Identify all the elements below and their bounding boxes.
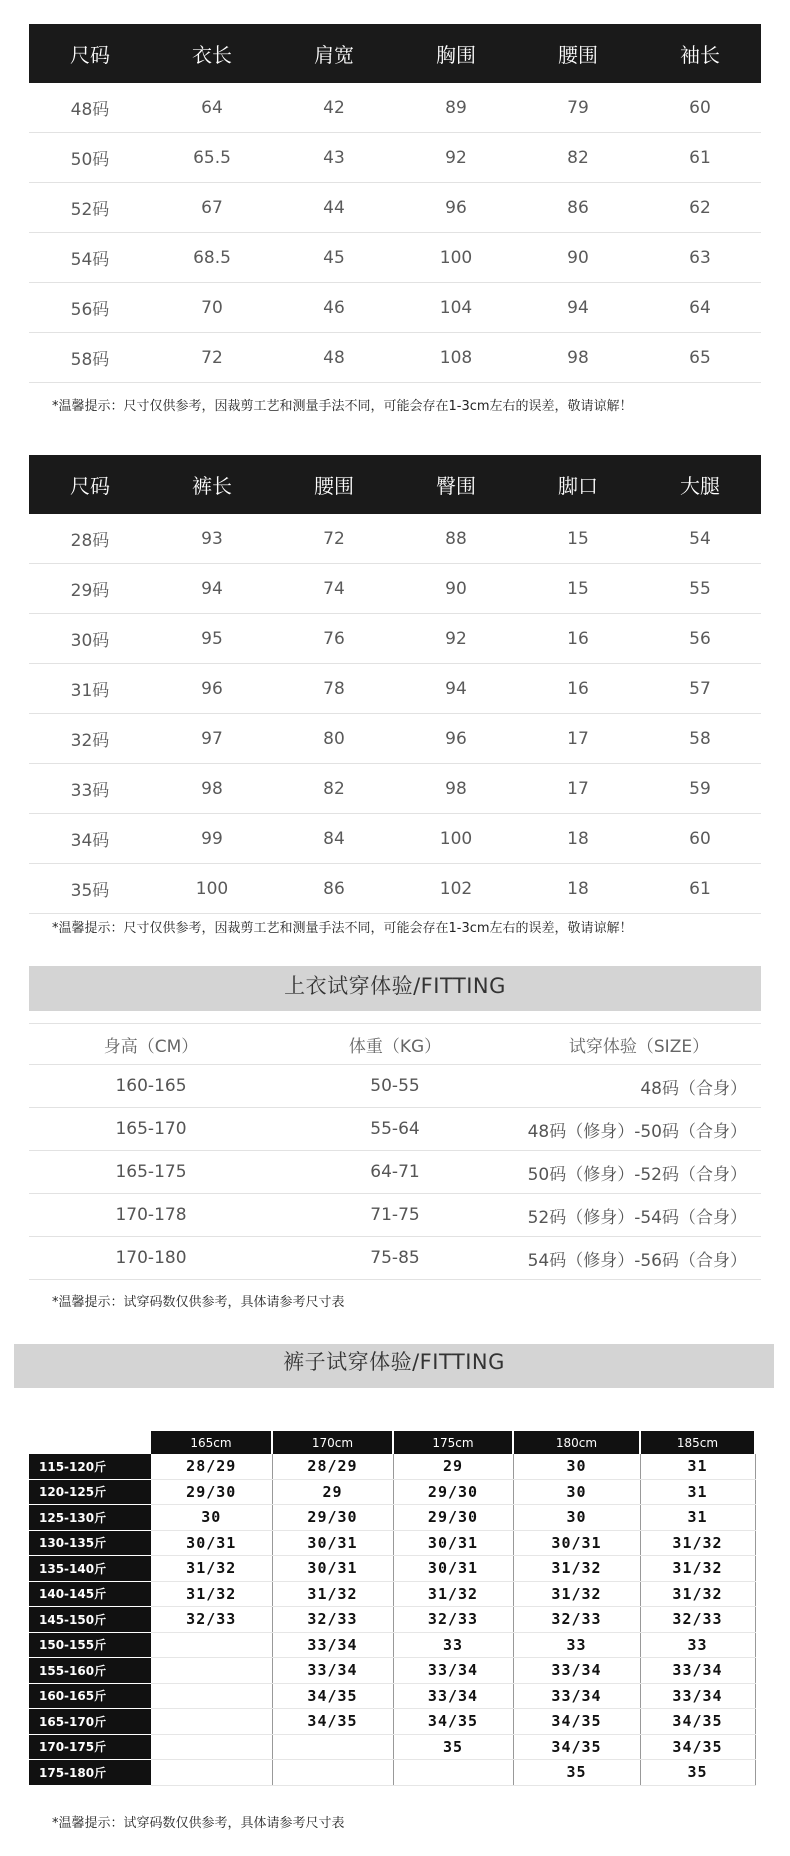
table-row <box>29 514 761 564</box>
value-cell: 42 <box>273 83 395 133</box>
size-cell: 34码 <box>29 814 151 864</box>
weight-cell: 120-125斤 <box>29 1479 151 1505</box>
size-cell: 31/32 <box>151 1581 272 1607</box>
value-cell: 18 <box>517 864 639 914</box>
value-cell: 17 <box>517 764 639 814</box>
table-row <box>29 1581 755 1607</box>
table-row <box>29 614 761 664</box>
value-cell: 63 <box>639 233 761 283</box>
value-cell: 57 <box>639 664 761 714</box>
size-cell: 32码 <box>29 714 151 764</box>
value-cell: 61 <box>639 133 761 183</box>
value-cell: 84 <box>273 814 395 864</box>
size-cell <box>393 1760 513 1786</box>
table-row <box>29 1530 755 1556</box>
weight-cell: 125-130斤 <box>29 1505 151 1531</box>
size-cell: 33 <box>393 1632 513 1658</box>
value-cell: 100 <box>151 864 273 914</box>
header-cell: 大腿 <box>639 455 761 514</box>
size-cell: 35 <box>513 1760 640 1786</box>
size-cell: 31 <box>640 1454 755 1479</box>
size-cell: 54码 <box>29 233 151 283</box>
size-cell: 34/35 <box>393 1709 513 1735</box>
value-cell: 60 <box>639 83 761 133</box>
value-cell: 48码（合身） <box>517 1065 761 1108</box>
value-cell: 43 <box>273 133 395 183</box>
pants-size-header-row <box>29 455 761 514</box>
top-size-header-row <box>29 24 761 83</box>
value-cell: 15 <box>517 514 639 564</box>
value-cell: 92 <box>395 133 517 183</box>
table-row <box>29 1607 755 1633</box>
table-row <box>29 183 761 233</box>
table-row <box>29 1065 761 1108</box>
header-cell: 试穿体验（SIZE） <box>517 1024 761 1065</box>
value-cell: 86 <box>273 864 395 914</box>
size-cell: 30/31 <box>513 1530 640 1556</box>
size-cell: 31/32 <box>513 1556 640 1582</box>
top-fitting-header-row <box>29 1024 761 1065</box>
size-cell: 30码 <box>29 614 151 664</box>
table-row <box>29 1734 755 1760</box>
value-cell: 64 <box>151 83 273 133</box>
value-cell: 70 <box>151 283 273 333</box>
height-header: 175cm <box>393 1431 513 1454</box>
value-cell: 80 <box>273 714 395 764</box>
weight-cell: 155-160斤 <box>29 1658 151 1684</box>
size-cell: 30 <box>513 1505 640 1531</box>
size-cell: 34/35 <box>272 1709 393 1735</box>
height-header: 180cm <box>513 1431 640 1454</box>
pants-fitting-header-row <box>29 1431 755 1454</box>
size-cell: 30/31 <box>393 1556 513 1582</box>
table-row <box>29 1709 755 1735</box>
size-cell: 35码 <box>29 864 151 914</box>
value-cell: 46 <box>273 283 395 333</box>
size-cell: 30/31 <box>272 1556 393 1582</box>
table-row <box>29 1237 761 1280</box>
size-cell: 31/32 <box>640 1556 755 1582</box>
value-cell: 56 <box>639 614 761 664</box>
weight-cell: 140-145斤 <box>29 1581 151 1607</box>
table-row <box>29 83 761 133</box>
size-cell <box>151 1709 272 1735</box>
value-cell: 54 <box>639 514 761 564</box>
size-cell: 29 <box>393 1454 513 1479</box>
value-cell: 96 <box>151 664 273 714</box>
value-cell: 54码（修身）-56码（合身） <box>517 1237 761 1280</box>
table-row <box>29 714 761 764</box>
pants-fitting-grid <box>29 1431 756 1786</box>
value-cell: 94 <box>395 664 517 714</box>
header-cell: 腰围 <box>517 24 639 83</box>
top-fitting-note: *温馨提示：试穿码数仅供参考，具体请参考尺寸表 <box>52 1295 345 1310</box>
size-cell: 30/31 <box>151 1530 272 1556</box>
value-cell: 67 <box>151 183 273 233</box>
size-cell: 165-175 <box>29 1151 273 1194</box>
size-cell: 31/32 <box>640 1530 755 1556</box>
table-row <box>29 1454 755 1479</box>
size-cell: 165-170 <box>29 1108 273 1151</box>
value-cell: 17 <box>517 714 639 764</box>
size-cell: 29/30 <box>272 1505 393 1531</box>
size-cell: 33/34 <box>640 1658 755 1684</box>
value-cell: 72 <box>273 514 395 564</box>
size-cell: 48码 <box>29 83 151 133</box>
header-cell: 体重（KG） <box>273 1024 517 1065</box>
size-cell: 33码 <box>29 764 151 814</box>
value-cell: 71-75 <box>273 1194 517 1237</box>
header-cell: 尺码 <box>29 24 151 83</box>
size-cell: 31 <box>640 1505 755 1531</box>
size-cell <box>151 1734 272 1760</box>
value-cell: 104 <box>395 283 517 333</box>
size-cell: 33/34 <box>513 1658 640 1684</box>
top-fitting-title: 上衣试穿体验/FITTING <box>29 966 761 1011</box>
pants-size-note: *温馨提示：尺寸仅供参考，因裁剪工艺和测量手法不同，可能会存在1-3cm左右的误差，敬请谅解！ <box>52 921 633 936</box>
table-row <box>29 764 761 814</box>
value-cell: 72 <box>151 333 273 383</box>
size-cell: 50码 <box>29 133 151 183</box>
size-cell: 31/32 <box>393 1581 513 1607</box>
pants-fitting-note: *温馨提示：试穿码数仅供参考，具体请参考尺寸表 <box>52 1816 345 1831</box>
header-cell: 尺码 <box>29 455 151 514</box>
weight-cell: 115-120斤 <box>29 1454 151 1479</box>
value-cell: 45 <box>273 233 395 283</box>
table-row <box>29 283 761 333</box>
size-cell: 170-178 <box>29 1194 273 1237</box>
top-size-note: *温馨提示：尺寸仅供参考，因裁剪工艺和测量手法不同，可能会存在1-3cm左右的误差，敬请谅解！ <box>52 399 633 414</box>
size-cell: 170-180 <box>29 1237 273 1280</box>
size-cell: 29/30 <box>151 1479 272 1505</box>
table-row <box>29 1108 761 1151</box>
value-cell: 61 <box>639 864 761 914</box>
size-cell: 32/33 <box>393 1607 513 1633</box>
value-cell: 100 <box>395 814 517 864</box>
table-row <box>29 1479 755 1505</box>
table-row <box>29 333 761 383</box>
top-fitting-table <box>29 1023 761 1280</box>
value-cell: 48 <box>273 333 395 383</box>
value-cell: 90 <box>517 233 639 283</box>
value-cell: 95 <box>151 614 273 664</box>
height-header: 165cm <box>151 1431 272 1454</box>
size-cell: 30 <box>151 1505 272 1531</box>
size-cell: 56码 <box>29 283 151 333</box>
table-row <box>29 1683 755 1709</box>
size-cell: 34/35 <box>640 1709 755 1735</box>
size-cell <box>151 1683 272 1709</box>
size-cell: 35 <box>640 1760 755 1786</box>
size-cell: 58码 <box>29 333 151 383</box>
header-cell: 脚口 <box>517 455 639 514</box>
weight-cell: 160-165斤 <box>29 1683 151 1709</box>
value-cell: 18 <box>517 814 639 864</box>
value-cell: 96 <box>395 183 517 233</box>
size-cell: 33 <box>640 1632 755 1658</box>
value-cell: 65 <box>639 333 761 383</box>
value-cell: 100 <box>395 233 517 283</box>
size-cell: 32/33 <box>272 1607 393 1633</box>
size-cell: 34/35 <box>513 1709 640 1735</box>
size-cell: 52码 <box>29 183 151 233</box>
table-row <box>29 864 761 914</box>
top-size-table <box>29 24 761 383</box>
pants-size-table <box>29 455 761 914</box>
value-cell: 64 <box>639 283 761 333</box>
weight-cell: 165-170斤 <box>29 1709 151 1735</box>
value-cell: 55-64 <box>273 1108 517 1151</box>
value-cell: 50码（修身）-52码（合身） <box>517 1151 761 1194</box>
size-cell <box>272 1734 393 1760</box>
size-cell: 29/30 <box>393 1505 513 1531</box>
size-cell: 33/34 <box>272 1632 393 1658</box>
value-cell: 44 <box>273 183 395 233</box>
value-cell: 86 <box>517 183 639 233</box>
size-cell: 33/34 <box>393 1683 513 1709</box>
value-cell: 48码（修身）-50码（合身） <box>517 1108 761 1151</box>
header-cell: 臀围 <box>395 455 517 514</box>
size-cell <box>272 1760 393 1786</box>
size-cell: 31/32 <box>640 1581 755 1607</box>
size-cell: 32/33 <box>151 1607 272 1633</box>
value-cell: 82 <box>273 764 395 814</box>
size-cell: 33/34 <box>640 1683 755 1709</box>
height-header: 170cm <box>272 1431 393 1454</box>
size-cell: 35 <box>393 1734 513 1760</box>
size-cell: 29 <box>272 1479 393 1505</box>
value-cell: 89 <box>395 83 517 133</box>
value-cell: 88 <box>395 514 517 564</box>
value-cell: 79 <box>517 83 639 133</box>
value-cell: 60 <box>639 814 761 864</box>
size-cell: 33/34 <box>393 1658 513 1684</box>
header-cell: 裤长 <box>151 455 273 514</box>
value-cell: 74 <box>273 564 395 614</box>
size-cell: 32/33 <box>640 1607 755 1633</box>
table-row <box>29 814 761 864</box>
table-row <box>29 664 761 714</box>
header-cell: 胸围 <box>395 24 517 83</box>
value-cell: 98 <box>517 333 639 383</box>
value-cell: 65.5 <box>151 133 273 183</box>
size-cell: 30 <box>513 1454 640 1479</box>
table-row <box>29 1151 761 1194</box>
weight-cell: 170-175斤 <box>29 1734 151 1760</box>
table-row <box>29 1658 755 1684</box>
value-cell: 92 <box>395 614 517 664</box>
size-cell: 33/34 <box>272 1658 393 1684</box>
weight-cell: 145-150斤 <box>29 1607 151 1633</box>
size-cell: 28码 <box>29 514 151 564</box>
size-cell: 30 <box>513 1479 640 1505</box>
value-cell: 16 <box>517 664 639 714</box>
size-cell <box>151 1658 272 1684</box>
size-cell <box>151 1760 272 1786</box>
table-row <box>29 1556 755 1582</box>
value-cell: 96 <box>395 714 517 764</box>
value-cell: 59 <box>639 764 761 814</box>
value-cell: 102 <box>395 864 517 914</box>
size-cell: 28/29 <box>272 1454 393 1479</box>
size-cell: 29/30 <box>393 1479 513 1505</box>
value-cell: 50-55 <box>273 1065 517 1108</box>
size-cell: 29码 <box>29 564 151 614</box>
size-cell: 31/32 <box>151 1556 272 1582</box>
table-row <box>29 1505 755 1531</box>
value-cell: 94 <box>151 564 273 614</box>
size-cell: 34/35 <box>513 1734 640 1760</box>
value-cell: 98 <box>395 764 517 814</box>
table-row <box>29 1760 755 1786</box>
size-cell: 31/32 <box>513 1581 640 1607</box>
header-cell: 袖长 <box>639 24 761 83</box>
header-cell: 衣长 <box>151 24 273 83</box>
value-cell: 93 <box>151 514 273 564</box>
value-cell: 82 <box>517 133 639 183</box>
value-cell: 58 <box>639 714 761 764</box>
size-cell: 33/34 <box>513 1683 640 1709</box>
table-row <box>29 233 761 283</box>
value-cell: 98 <box>151 764 273 814</box>
size-cell: 33 <box>513 1632 640 1658</box>
size-cell <box>151 1632 272 1658</box>
size-cell: 28/29 <box>151 1454 272 1479</box>
table-row <box>29 133 761 183</box>
value-cell: 78 <box>273 664 395 714</box>
weight-cell: 135-140斤 <box>29 1556 151 1582</box>
pants-fitting-title: 裤子试穿体验/FITTING <box>14 1344 774 1388</box>
table-row <box>29 1194 761 1237</box>
value-cell: 90 <box>395 564 517 614</box>
value-cell: 76 <box>273 614 395 664</box>
size-cell: 30/31 <box>393 1530 513 1556</box>
weight-cell: 150-155斤 <box>29 1632 151 1658</box>
value-cell: 68.5 <box>151 233 273 283</box>
size-cell: 34/35 <box>640 1734 755 1760</box>
value-cell: 55 <box>639 564 761 614</box>
value-cell: 75-85 <box>273 1237 517 1280</box>
weight-cell: 175-180斤 <box>29 1760 151 1786</box>
value-cell: 52码（修身）-54码（合身） <box>517 1194 761 1237</box>
size-cell: 31码 <box>29 664 151 714</box>
value-cell: 94 <box>517 283 639 333</box>
size-cell: 32/33 <box>513 1607 640 1633</box>
value-cell: 62 <box>639 183 761 233</box>
value-cell: 99 <box>151 814 273 864</box>
value-cell: 16 <box>517 614 639 664</box>
size-cell: 34/35 <box>272 1683 393 1709</box>
weight-cell: 130-135斤 <box>29 1530 151 1556</box>
size-cell: 31 <box>640 1479 755 1505</box>
value-cell: 64-71 <box>273 1151 517 1194</box>
header-cell: 腰围 <box>273 455 395 514</box>
size-cell: 160-165 <box>29 1065 273 1108</box>
header-cell: 身高（CM） <box>29 1024 273 1065</box>
table-row <box>29 1632 755 1658</box>
size-cell: 30/31 <box>272 1530 393 1556</box>
value-cell: 15 <box>517 564 639 614</box>
value-cell: 108 <box>395 333 517 383</box>
height-header: 185cm <box>640 1431 755 1454</box>
table-row <box>29 564 761 614</box>
size-cell: 31/32 <box>272 1581 393 1607</box>
header-cell: 肩宽 <box>273 24 395 83</box>
corner-cell <box>29 1431 151 1454</box>
value-cell: 97 <box>151 714 273 764</box>
